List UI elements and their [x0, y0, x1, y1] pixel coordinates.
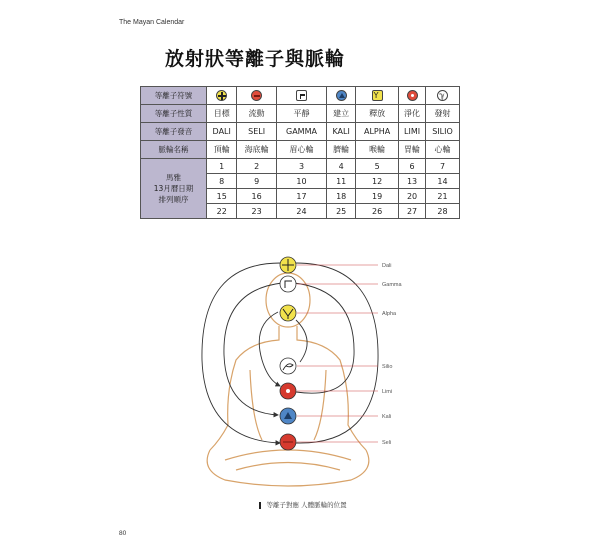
table-cell: SILIO [426, 123, 460, 141]
table-cell: 釋放 [356, 105, 399, 123]
table-cell: 17 [276, 189, 326, 204]
white-swirl-icon: ℽ [437, 90, 448, 101]
table-cell: ALPHA [356, 123, 399, 141]
label-silio: Silio [382, 364, 393, 370]
table-cell: 27 [399, 204, 426, 219]
table-cell: 20 [399, 189, 426, 204]
page-title: 放射狀等離子與脈輪 [165, 48, 346, 70]
table-cell: 9 [237, 174, 276, 189]
table-cell: 7 [426, 159, 460, 174]
table-cell: 眉心輪 [276, 141, 326, 159]
table-cell: 15 [207, 189, 237, 204]
table-cell: 12 [356, 174, 399, 189]
label-dali: Dali [382, 263, 392, 269]
label-kali: Kali [382, 414, 392, 420]
table-cell: 2 [237, 159, 276, 174]
table-cell: 目標 [207, 105, 237, 123]
row-label-property: 等離子性質 [141, 105, 207, 123]
table-cell: 心輪 [426, 141, 460, 159]
table-cell: 26 [356, 204, 399, 219]
table-cell: 16 [237, 189, 276, 204]
running-header: The Mayan Calendar [119, 19, 185, 26]
page-number: 80 [119, 530, 127, 537]
row-label-sound: 等離子發音 [141, 123, 207, 141]
row-label-chakra: 脈輪名稱 [141, 141, 207, 159]
chakra-limi [280, 383, 296, 399]
table-cell: LIMI [399, 123, 426, 141]
table-cell: 11 [327, 174, 356, 189]
table-cell: 頂輪 [207, 141, 237, 159]
label-alpha: Alpha [382, 311, 397, 317]
table-cell: 28 [426, 204, 460, 219]
table-cell: 24 [276, 204, 326, 219]
table-cell: 4 [327, 159, 356, 174]
table-cell: 6 [399, 159, 426, 174]
yellow-y-icon: Y [372, 90, 383, 101]
table-cell: 3 [276, 159, 326, 174]
table-cell: GAMMA [276, 123, 326, 141]
chakra-silio [280, 358, 296, 374]
table-cell: 流動 [237, 105, 276, 123]
chakra-alpha [280, 305, 296, 321]
table-cell: 8 [207, 174, 237, 189]
label-gamma: Gamma [382, 282, 402, 288]
table-cell: 喉輪 [356, 141, 399, 159]
table-cell: 18 [327, 189, 356, 204]
table-cell: 14 [426, 174, 460, 189]
table-cell: 23 [237, 204, 276, 219]
label-limi: Limi [382, 389, 393, 395]
chakra-kali [280, 408, 296, 424]
label-seli: Seli [382, 440, 392, 446]
row-label-symbol: 等離子符號 [141, 87, 207, 105]
caption-text: 等離子對應 人體脈輪的位置 [266, 501, 347, 509]
table-cell: DALI [207, 123, 237, 141]
table-cell: 19 [356, 189, 399, 204]
table-cell: 淨化 [399, 105, 426, 123]
figure-caption [259, 500, 347, 509]
table-cell: 海底輪 [237, 141, 276, 159]
chakra-gamma [280, 276, 296, 292]
row-label-order: 馬雅 13月曆日期 排列順序 [141, 159, 207, 219]
table-cell: 臍輪 [327, 141, 356, 159]
table-cell: 25 [327, 204, 356, 219]
table-cell: 22 [207, 204, 237, 219]
chakra-seli [280, 434, 296, 450]
table-cell: 21 [426, 189, 460, 204]
table-cell: 平靜 [276, 105, 326, 123]
table-cell: 胃輪 [399, 141, 426, 159]
table-cell: SELI [237, 123, 276, 141]
table-cell: 13 [399, 174, 426, 189]
table-cell: 5 [356, 159, 399, 174]
table-cell: 發射 [426, 105, 460, 123]
caption-bar [259, 502, 261, 509]
table-cell: 建立 [327, 105, 356, 123]
chakra-dali [280, 257, 296, 273]
table-cell: 1 [207, 159, 237, 174]
table-cell: 10 [276, 174, 326, 189]
table-cell: KALI [327, 123, 356, 141]
